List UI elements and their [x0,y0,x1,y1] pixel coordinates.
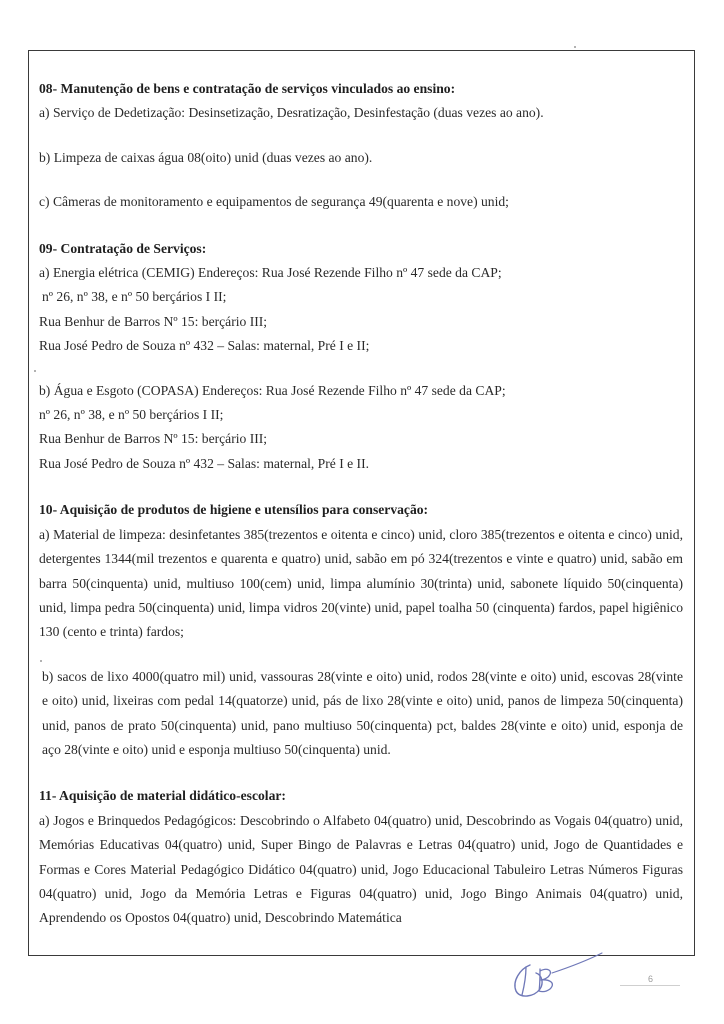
section-08-item-a: a) Serviço de Dedetização: Desinsetização, Desratização, Desinfestação (duas vezes ao ano). [39,105,544,121]
section-10-item-a: a) Material de limpeza: desinfetantes 385(trezentos e oitenta e cinco) unid, cloro 385(trezentos e oitenta e cinco) unid, detergentes 1344(mil trezentos e quarenta e quatro) unid, sabão em pó 324(trezentos e vinte e quatro) unid, sabão em barra 50(cinquenta) unid, multiuso 100(cem) unid, limpa alumínio 30(trinta) unid, sabonete líquido 50(cinquenta) unid, limpa pedra 50(cinquenta) unid, limpa vidros 20(vinte) unid, papel toalha 50 (cinquenta) fardos, papel higiênico 130 (cento e trinta) fardos; [39,526,683,640]
scan-speck [40,660,42,662]
document-body [39,77,683,931]
section-09-item-a-line-1: a) Energia elétrica (CEMIG) Endereços: Rua José Rezende Filho nº 47 sede da CAP; [39,265,502,281]
section-09-item-b-line-1: b) Água e Esgoto (COPASA) Endereços: Rua José Rezende Filho nº 47 sede da CAP; [39,382,506,398]
section-10-item-b: b) sacos de lixo 4000(quatro mil) unid, vassouras 28(vinte e oito) unid, rodos 28(vinte e oito) unid, escovas 28(vinte e oito) unid, lixeiras com pedal 14(quatorze) unid, pás de lixo 28(vinte e oito) unid, panos de limpeza 50(cinquenta) unid, panos de prato 50(cinquenta) unid, pano multiuso 50(cinquenta) pct, baldes 28(vinte e oito) unid, esponja de aço 28(vinte e oito) unid e esponja multiuso 50(cinquenta) unid. [42,668,683,757]
section-09-heading: 09- Contratação de Serviços: [39,240,207,256]
page-number: 6 [648,974,654,984]
section-09-item-a-line-3: Rua Benhur de Barros Nº 15: berçário III; [39,313,268,329]
section-11-item-a: a) Jogos e Brinquedos Pedagógicos: Descobrindo o Alfabeto 04(quatro) unid, Descobrindo as Vogais 04(quatro) unid, Memórias Educativas 04(quatro) unid, Super Bingo de Palavras e Letras 04(quatro) unid, Jogo de Quantidades e Formas e Cores Material Pedagógico Didático 04(quatro) unid, Jogo Educacional Tabuleiro Letras Números Figuras 04(quatro) unid, Jogo da Memória Letras e Figuras 04(quatro) unid, Jogo Bingo Animais 04(quatro) unid, Aprendendo os Opostos 04(quatro) unid, Descobrindo Matemática [39,812,683,926]
section-09-item-b-line-4: Rua José Pedro de Souza nº 432 – Salas: maternal, Pré I e II. [39,455,370,471]
handwritten-initials-signature [490,945,610,1005]
section-08-item-c: c) Câmeras de monitoramento e equipamentos de segurança 49(quarenta e nove) unid; [39,194,509,210]
scan-speck [34,370,36,372]
footer-rule [620,985,680,986]
section-09-item-a-line-4: Rua José Pedro de Souza nº 432 – Salas: maternal, Pré I e II; [39,338,370,354]
scan-speck [574,46,576,48]
section-09-item-a-line-2: nº 26, nº 38, e nº 50 berçários I II; [42,289,227,305]
section-09-item-b-line-2: nº 26, nº 38, e nº 50 berçários I II; [39,407,224,423]
page-border [28,50,695,956]
section-09-item-b-line-3: Rua Benhur de Barros Nº 15: berçário III; [39,431,268,447]
section-08-heading: 08- Manutenção de bens e contratação de serviços vinculados ao ensino: [39,81,456,96]
section-08-item-b: b) Limpeza de caixas água 08(oito) unid (duas vezes ao ano). [39,149,373,165]
section-11-heading: 11- Aquisição de material didático-escolar: [39,788,286,804]
section-10-heading: 10- Aquisição de produtos de higiene e utensílios para conservação: [39,502,429,518]
